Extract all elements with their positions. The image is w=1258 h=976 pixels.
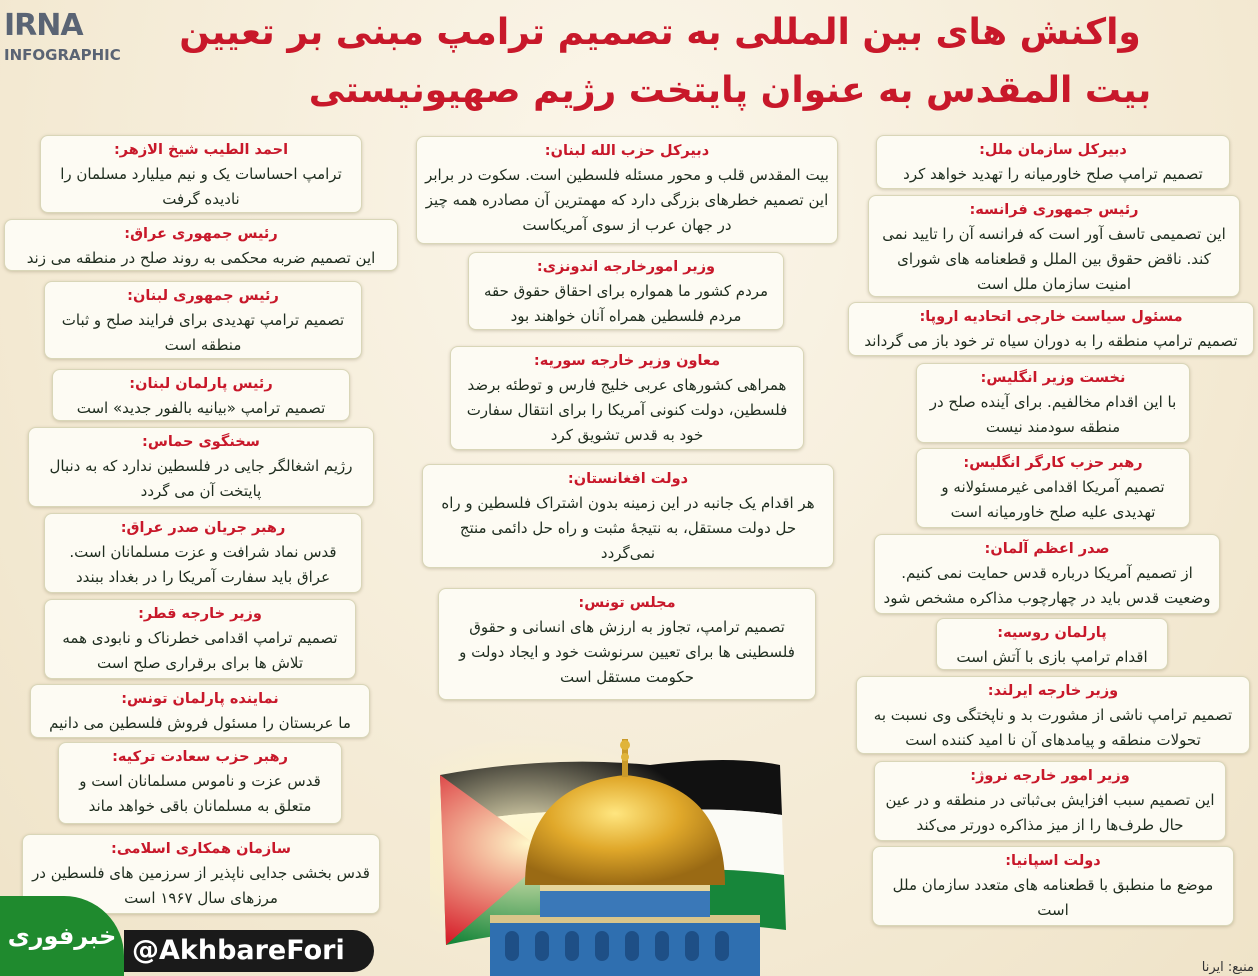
card-statement: همراهی کشورهای عربی خلیج فارس و توطئه برضد فلسطین، دولت کنونی آمریکا را برای انتقال سفارت خود به قدس تشویق کرد xyxy=(466,376,788,444)
card-statement: تصمیم ترامپ صلح خاورمیانه را تهدید خواهد کرد xyxy=(903,165,1203,183)
card-speaker: دبیرکل حزب الله لبنان: xyxy=(544,143,710,159)
card-statement: مردم کشور ما همواره برای احقاق حقوق حقه مردم فلسطین همراه آنان خواهند بود xyxy=(483,282,769,325)
statement-card xyxy=(450,346,804,450)
statement-card xyxy=(28,427,374,507)
card-statement: این تصمیمی تاسف آور است که فرانسه آن را تایید نمی کند. ناقض حقوق بین الملل و قطعنامه های شورای امنیت سازمان ملل است xyxy=(882,225,1226,293)
card-statement: این تصمیم سبب افزایش بی‌ثباتی در منطقه و در عین حال طرف‌ها را از میز مذاکره دورتر می‌کند xyxy=(885,791,1215,834)
card-statement: این تصمیم ضربه محکمی به روند صلح در منطقه می زند xyxy=(26,249,376,267)
card-speaker: دولت افغانستان: xyxy=(567,471,689,487)
card-speaker: دبیرکل سازمان ملل: xyxy=(979,142,1127,158)
card-speaker: وزیر امور خارجه نروژ: xyxy=(970,768,1130,784)
card-statement: تصمیم ترامپ ناشی از مشورت بد و ناپختگی وی نسبت به تحولات منطقه و پیامدهای آن نا امید کننده است xyxy=(873,706,1233,749)
card-speaker: رهبر جریان صدر عراق: xyxy=(120,520,286,536)
statement-card xyxy=(874,534,1220,614)
statement-card xyxy=(876,135,1230,189)
card-speaker: رئیس جمهوری لبنان: xyxy=(127,288,279,304)
statement-card xyxy=(4,219,398,271)
card-statement: ترامپ احساسات یک و نیم میلیارد مسلمان را نادیده گرفت xyxy=(60,165,342,208)
logo-infographic-text: INFOGRAPHIC xyxy=(4,46,121,64)
card-speaker: معاون وزیر خارجه سوریه: xyxy=(533,353,721,369)
card-speaker: رهبر حزب کارگر انگلیس: xyxy=(963,455,1143,471)
card-speaker: وزیر امورخارجه اندونزی: xyxy=(536,259,716,275)
card-speaker: وزیر خارجه ایرلند: xyxy=(987,683,1119,699)
page-title-line1: واکنش های بین المللی به تصمیم ترامپ مبنی بر تعیین xyxy=(179,12,1141,53)
page-title-line2: بیت المقدس به عنوان پایتخت رژیم صهیونیستی xyxy=(308,70,1152,111)
card-statement: بیت المقدس قلب و محور مسئله فلسطین است. سکوت در برابر این تصمیم خطرهای بزرگی دارد که مهمترین آن مصادره همه چیز در جهان عرب از سوی آمریکاست xyxy=(425,166,829,234)
card-statement: تصمیم ترامپ، تجاوز به ارزش های انسانی و حقوق فلسطینی ها برای تعیین سرنوشت خود و ایجاد دولت و حکومت مستقل است xyxy=(459,618,795,686)
card-statement: قدس عزت و ناموس مسلمانان است و متعلق به مسلمانان باقی خواهد ماند xyxy=(79,772,321,815)
statement-card xyxy=(422,464,834,568)
card-speaker: پارلمان روسیه: xyxy=(997,625,1107,641)
statement-card xyxy=(52,369,350,421)
card-statement: رژیم اشغالگر جایی در فلسطین ندارد که به دنبال پایتخت آن می گردد xyxy=(49,457,353,500)
card-speaker: نماینده پارلمان تونس: xyxy=(121,691,279,707)
statement-card xyxy=(58,742,342,824)
card-statement: اقدام ترامپ بازی با آتش است xyxy=(956,648,1148,666)
card-statement: از تصمیم آمریکا درباره قدس حمایت نمی کنیم. وضعیت قدس باید در چهارچوب مذاکره مشخص شود xyxy=(883,564,1211,607)
logo-irna-text: IRNA xyxy=(4,8,83,43)
social-handle: @AkhbareFori xyxy=(124,930,374,972)
irna-logo xyxy=(4,8,122,64)
card-statement: تصمیم ترامپ تهدیدی برای فرایند صلح و ثبات منطقه است xyxy=(61,311,345,354)
statement-card xyxy=(416,136,838,244)
card-speaker: رئیس پارلمان لبنان: xyxy=(129,376,273,392)
card-statement: قدس بخشی جدایی ناپذیر از سرزمین های فلسطین در مرزهای سال ۱۹۶۷ است xyxy=(32,864,370,907)
card-statement: موضع ما منطبق با قطعنامه های متعدد سازمان ملل است xyxy=(892,876,1214,919)
card-speaker: سخنگوی حماس: xyxy=(142,434,260,450)
card-speaker: نخست وزیر انگلیس: xyxy=(980,370,1126,386)
card-speaker: رهبر حزب سعادت ترکیه: xyxy=(112,749,288,765)
card-statement: تصمیم آمریکا اقدامی غیرمسئولانه و تهدیدی علیه صلح خاورمیانه است xyxy=(941,478,1165,521)
card-speaker: دولت اسپانیا: xyxy=(1005,853,1101,869)
statement-card xyxy=(44,513,362,593)
statement-card xyxy=(916,363,1190,443)
card-statement: تصمیم ترامپ «بیانیه بالفور جدید» است xyxy=(76,399,326,417)
card-speaker: رئیس جمهوری عراق: xyxy=(124,226,278,242)
statement-card xyxy=(856,676,1250,754)
card-speaker: رئیس جمهوری فرانسه: xyxy=(969,202,1139,218)
statement-card xyxy=(438,588,816,700)
card-statement: هر اقدام یک جانبه در این زمینه بدون اشتراک فلسطین و راه حل دولت مستقل، به نتیجهٔ مثبت و راه حل دائمی منتج نمی‌گردد xyxy=(441,494,815,562)
card-statement: تصمیم ترامپ منطقه را به دوران سیاه تر خود باز می گرداند xyxy=(864,332,1238,350)
khabar-fori-badge: خبرفوری xyxy=(0,896,124,976)
statement-card xyxy=(44,281,362,359)
statement-card xyxy=(44,599,356,679)
statement-card xyxy=(872,846,1234,926)
statement-card xyxy=(874,761,1226,841)
card-speaker: صدر اعظم آلمان: xyxy=(984,541,1110,557)
statement-card xyxy=(40,135,362,213)
statement-card xyxy=(936,618,1168,670)
source-credit: منبع: ایرنا xyxy=(1201,960,1254,975)
dome-of-the-rock-illustration xyxy=(430,735,820,976)
card-speaker: وزیر خارجه قطر: xyxy=(138,606,262,622)
octagon-base xyxy=(490,915,760,976)
statement-card xyxy=(916,448,1190,528)
card-speaker: سازمان همکاری اسلامی: xyxy=(111,841,291,857)
card-speaker: احمد الطیب شیخ الازهر: xyxy=(113,142,289,158)
statement-card xyxy=(848,302,1254,356)
statement-card xyxy=(468,252,784,330)
card-statement: با این اقدام مخالفیم. برای آینده صلح در منطقه سودمند نیست xyxy=(929,393,1177,436)
card-statement: تصمیم ترامپ اقدامی خطرناک و نابودی همه تلاش ها برای برقراری صلح است xyxy=(62,629,338,672)
card-speaker: مسئول سیاست خارجی اتحادیه اروپا: xyxy=(919,309,1183,325)
card-statement: ما عربستان را مسئول فروش فلسطین می دانیم xyxy=(49,714,351,732)
card-speaker: مجلس تونس: xyxy=(578,595,676,611)
statement-card xyxy=(868,195,1240,297)
statement-card xyxy=(30,684,370,738)
card-statement: قدس نماد شرافت و عزت مسلمانان است. عراق باید سفارت آمریکا را در بغداد ببندد xyxy=(69,543,337,586)
